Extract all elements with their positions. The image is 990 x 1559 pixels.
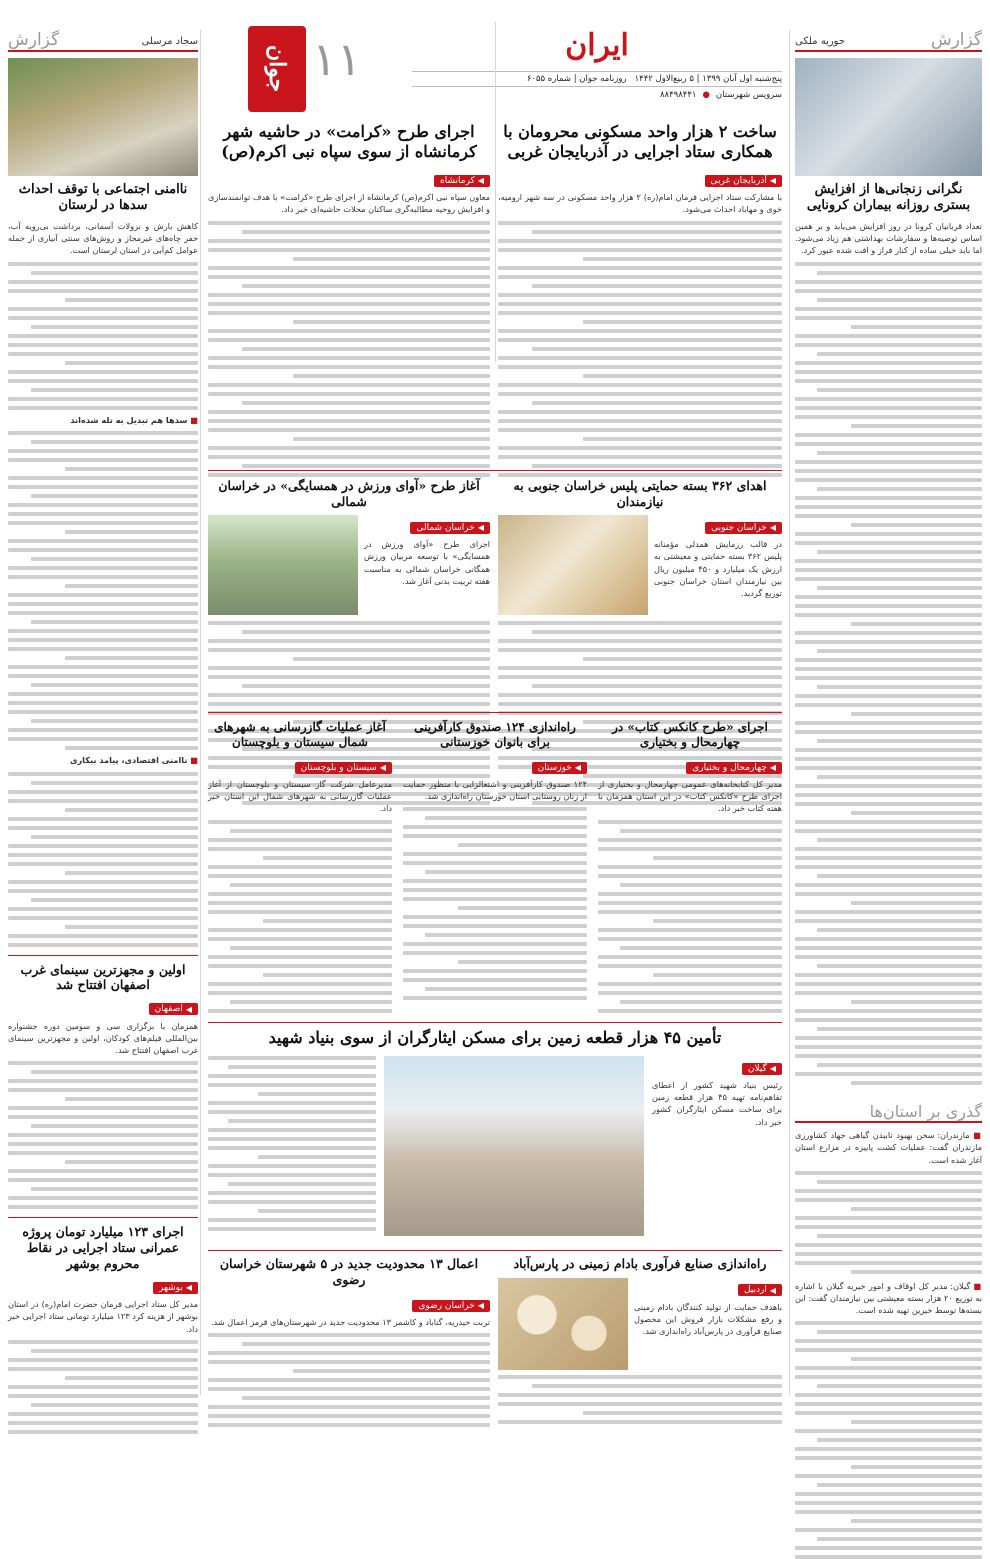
story-a-lead: با مشارکت ستاد اجرایی فرمان امام(ره) ۲ هزار واحد مسکونی در سه شهر ارومیه، خوی و مهاباد احداث می‌شود. bbox=[498, 192, 782, 215]
story-j-lead: تربت حیدریه، گناباد و کاشمر ۱۳ محدودیت جدید در شهرستان‌های قرمز اعمال شد. bbox=[210, 1317, 490, 1328]
story-b-tag-row bbox=[208, 168, 490, 187]
province-tag: ◀ سیستان و بلوچستان bbox=[295, 762, 392, 774]
brief-2-text: گیلان: مدیر کل اوقاف و امور خیریه گیلان با اشاره به توزیع ۲۰ هزار بسته معیشتی بین نیازمندان گفت: این بسته‌ها توسط خیرین تهیه شده است. bbox=[795, 1280, 982, 1316]
center-column bbox=[208, 22, 782, 1337]
left-lead-3: مدیر کل ستاد اجرایی فرمان حضرت امام(ره) در استان بوشهر از هزینه کرد ۱۲۳ میلیارد تومانی ستاد اجرایی خبر داد. bbox=[8, 1299, 199, 1334]
arrow-icon: ◀ bbox=[769, 1064, 776, 1073]
arrow-icon: ◀ bbox=[769, 1285, 776, 1295]
arrow-icon: ◀ bbox=[769, 763, 776, 772]
story-h-row bbox=[208, 1056, 782, 1236]
arrow-icon: ◀ bbox=[769, 176, 776, 185]
story-a bbox=[498, 122, 782, 477]
arrow-icon: ◀ bbox=[379, 763, 386, 772]
story-d-textcol bbox=[364, 515, 490, 615]
right-body-text bbox=[795, 262, 982, 1085]
province-tag: ◀ چهارمحال و بختیاری bbox=[686, 762, 782, 774]
story-d-lead: اجرای طرح «آوای ورزش در همسایگی» با توسعه مربیان ورزش همگانی خراسان شمالی به مناسبت هفته تربیت بدنی آغاز شد. bbox=[364, 539, 490, 586]
story-i-textcol bbox=[634, 1278, 782, 1370]
iran-logo: ایران bbox=[565, 28, 629, 63]
story-j-tag-row bbox=[208, 1293, 490, 1312]
right-headline: نگرانی زنجانی‌ها از افزایش بستری روزانه بیماران کرونایی bbox=[806, 182, 971, 214]
tag-row-bushehr bbox=[8, 1275, 198, 1294]
dry-river-photo bbox=[8, 58, 198, 176]
province-tag: ◀ کرمانشاه bbox=[434, 175, 490, 187]
province-tag: ◀ آذربایجان غربی bbox=[705, 175, 782, 187]
arrow-icon: ◀ bbox=[185, 1004, 192, 1014]
author-name: حوریه ملکی bbox=[795, 36, 846, 47]
story-f-body bbox=[403, 807, 587, 1000]
masthead bbox=[208, 22, 782, 118]
exercise-group-photo bbox=[208, 515, 358, 615]
province-tag: ◀ خراسان رضوی bbox=[412, 1300, 490, 1312]
left-body-4 bbox=[8, 1061, 198, 1209]
story-d-row bbox=[208, 515, 490, 615]
story-e-tag-row bbox=[598, 755, 782, 774]
service-line bbox=[412, 90, 782, 100]
arrow-icon: ◀ bbox=[574, 763, 581, 772]
story-e-lead: مدیر کل کتابخانه‌های عمومی چهارمحال و بختیاری از اجرای طرح «کانکس کتاب» در این استان همزمان با هفته کتاب خبر داد. bbox=[598, 779, 782, 814]
story-c-row bbox=[498, 515, 782, 615]
javan-logo-block bbox=[248, 26, 306, 112]
story-a-tag-row bbox=[498, 168, 782, 187]
left-body-2 bbox=[8, 431, 198, 750]
story-d-headline: آغاز طرح «آوای ورزش در همسایگی» در خراسان شمالی bbox=[218, 478, 480, 509]
story-i-body bbox=[498, 1375, 782, 1424]
arrow-icon: ◀ bbox=[769, 523, 776, 533]
story-b-body bbox=[208, 221, 490, 477]
brief-gilan: ■ گیلان: مدیر کل اوقاف و امور خیریه گیلان با اشاره به توزیع ۲۰ هزار بسته معیشتی بین نیازمندان گفت: این بسته‌ها توسط خیرین تهیه شده است. bbox=[795, 1280, 982, 1316]
divider bbox=[8, 955, 198, 956]
service-text: سرویس شهرستان bbox=[715, 90, 782, 100]
left-subhead-1: ■ سدها هم تبدیل به تله شده‌اند bbox=[70, 415, 198, 426]
story-c-textcol bbox=[654, 515, 782, 615]
province-tag: ◀ گیلان bbox=[742, 1063, 782, 1075]
story-h-textcol bbox=[652, 1056, 782, 1236]
tag-row-isfahan bbox=[8, 997, 198, 1016]
story-e bbox=[598, 720, 782, 1013]
story-f-tag-row bbox=[403, 755, 587, 774]
brief-mazandaran: ■ مازندران: سخن بهبود تابیدن گیاهی جهاد کشاورزی مازندران گفت: عملیات کشت پاییزه در مزارع استان آغاز شده است. bbox=[795, 1130, 982, 1165]
masthead-text bbox=[412, 28, 782, 100]
covid-ward-photo bbox=[795, 58, 982, 176]
brief-1-body bbox=[795, 1171, 982, 1274]
left-headline-1: ناامنی اجتماعی با توقف احداث سدها در لرستان bbox=[18, 182, 188, 214]
divider bbox=[208, 712, 782, 713]
masthead-dateline bbox=[412, 71, 782, 87]
column-divider bbox=[495, 22, 496, 362]
story-f-headline: راه‌اندازی ۱۲۴ صندوق کارآفرینی برای بانوان خوزستانی bbox=[414, 720, 576, 749]
story-b-headline: اجرای طرح «کرامت» در حاشیه شهر کرمانشاه از سوی سپاه نبی اکرم(ص) bbox=[221, 122, 477, 161]
left-headline-3: اجرای ۱۲۳ میلیارد تومان پروژه عمرانی ستاد اجرایی در نقاط محروم بوشهر bbox=[22, 1224, 184, 1271]
author-name: سجاد مرسلی bbox=[141, 36, 198, 47]
provinces-box-header bbox=[795, 1095, 982, 1123]
story-i-headline: راه‌اندازی صنایع فرآوری بادام زمینی در پارس‌آباد bbox=[513, 1256, 767, 1271]
story-i-row bbox=[498, 1278, 782, 1370]
story-e-body bbox=[598, 820, 782, 1013]
story-g-body bbox=[208, 820, 392, 1013]
arrow-icon: ◀ bbox=[477, 176, 484, 185]
column-divider bbox=[789, 30, 790, 1395]
aid-packages-photo bbox=[498, 515, 648, 615]
left-column bbox=[8, 22, 198, 1434]
story-g-headline: آغاز عملیات گازرسانی به شهرهای شمال سیستان و بلوچستان bbox=[214, 720, 386, 749]
issue-text: روزنامه جوان | شماره ۶۰۵۵ bbox=[526, 74, 627, 84]
story-h bbox=[208, 1028, 782, 1236]
story-h-body bbox=[208, 1056, 376, 1236]
story-j-body bbox=[208, 1333, 490, 1427]
left-section-header bbox=[8, 22, 198, 52]
province-tag: ◀ اردبیل bbox=[738, 1284, 782, 1296]
story-h-headline: تأمین ۴۵ هزار قطعه زمین برای مسکن ایثارگران از سوی بنیاد شهید bbox=[268, 1028, 722, 1047]
left-body-5 bbox=[8, 1340, 198, 1434]
right-lead: تعداد قربانیان کرونا در روز افزایش می‌یابد و بر همین اساس توصیه‌ها و سفارشات بهداشتی هم زیاد می‌شود. اما باید خیلی ساده از کنار فراز و افت شده عبور کرد. bbox=[795, 220, 982, 255]
story-c-headline: اهدای ۳۶۲ بسته حمایتی پلیس خراسان جنوبی به نیازمندان bbox=[513, 478, 767, 509]
story-g bbox=[208, 720, 392, 1013]
issue-number-large: ۱۱ bbox=[312, 32, 362, 86]
brief-2-body bbox=[795, 1321, 982, 1559]
story-j-headline: اعمال ۱۳ محدودیت جدید در ۵ شهرستان خراسان رضوی bbox=[219, 1256, 479, 1287]
story-b-lead: معاون سپاه نبی اکرم(ص) کرمانشاه از اجرای طرح «کرامت» با هدف توانمندسازی و افزایش روحیه مطالبه‌گری ساکنان محلات حاشیه‌ای خبر داد. bbox=[208, 192, 490, 215]
arrow-icon: ◀ bbox=[185, 1283, 192, 1293]
divider bbox=[208, 470, 782, 471]
brief-1-text: مازندران: سخن بهبود تابیدن گیاهی جهاد کشاورزی مازندران گفت: عملیات کشت پاییزه در مزارع استان آغاز شده است. bbox=[795, 1130, 982, 1165]
province-tag: ◀ خوزستان bbox=[532, 762, 587, 774]
province-tag: ◀ اصفهان bbox=[149, 1003, 198, 1015]
story-b bbox=[208, 122, 490, 477]
story-i bbox=[498, 1256, 782, 1424]
left-headline-2: اولین و مجهزترین سینمای غرب اصفهان افتتاح شد bbox=[20, 961, 186, 993]
left-lead-2: همزمان با برگزاری سی و سومین دوره جشنواره بین‌المللی فیلم‌های کودکان، اولین و مجهزترین سینمای غرب اصفهان افتتاح شد. bbox=[8, 1020, 198, 1056]
story-a-headline: ساخت ۲ هزار واحد مسکونی محرومان با همکاری ستاد اجرایی در آذربایجان غربی bbox=[503, 122, 777, 161]
divider bbox=[208, 1022, 782, 1023]
left-lead-1: کاهش بارش و نزولات آسمانی، برداشت بی‌رویه آب، حفر چاه‌های غیرمجاز و روش‌های سنتی آبیاری از جمله عوامل کم‌آبی در استان لرستان است. bbox=[8, 220, 198, 255]
section-label: گزارش bbox=[8, 30, 60, 50]
story-a-body bbox=[498, 221, 782, 477]
story-f-lead: ۱۲۴ صندوق کارآفرینی و اشتغالزایی با منظور حمایت از زنان روستایی استان خوزستان راه‌اندازی شد. bbox=[403, 779, 587, 802]
left-subhead-2: ■ ناامنی اقتصادی، پیامد بیکاری bbox=[69, 755, 198, 766]
province-tag: ◀ خراسان شمالی bbox=[410, 522, 490, 534]
left-body-1 bbox=[8, 262, 198, 410]
story-i-lead: باهدف حمایت از تولید کنندگان بادام زمینی و رفع مشکلات بازار فروش این محصول صنایع فرآوری در پارس‌آباد راه‌اندازی شد. bbox=[634, 1301, 782, 1337]
story-h-lead: رئیس بنیاد شهید کشور از اعطای تفاهم‌نامه تهیه ۴۵ هزار قطعه زمین برای ساخت مسکن ایثارگران کشور خبر داد. bbox=[652, 1080, 782, 1127]
divider bbox=[208, 1250, 782, 1251]
province-tag: ◀ خراسان جنوبی bbox=[705, 522, 782, 534]
housing-buildings-photo bbox=[384, 1056, 644, 1236]
divider bbox=[8, 1217, 198, 1218]
column-divider bbox=[200, 30, 201, 1395]
story-e-headline: اجرای «طرح کانکس کتاب» در چهارمحال و بختیاری bbox=[612, 720, 768, 749]
peanuts-photo bbox=[498, 1278, 628, 1370]
province-tag: ◀ بوشهر bbox=[153, 1282, 198, 1294]
phone-number: ۸۸۴۹۸۴۴۱ bbox=[659, 90, 697, 100]
section-label: گزارش bbox=[930, 30, 982, 50]
right-section-header bbox=[795, 22, 982, 52]
date-text: پنج‌شنبه اول آبان ۱۳۹۹ | ۵ ربیع‌الاول ۱۴۴۲ bbox=[634, 74, 782, 84]
story-g-tag-row bbox=[208, 755, 392, 774]
provinces-box-title: گذری بر استان‌ها bbox=[869, 1102, 982, 1122]
arrow-icon: ◀ bbox=[477, 523, 484, 533]
javan-logo: جوان bbox=[264, 45, 290, 93]
story-c-lead: در قالب رزمایش همدلی مؤمنانه پلیس ۳۶۲ بسته حمایتی و معیشتی به ارزش یک میلیارد و ۴۵۰ میلیون ریال بین نیازمندان استان خراسان جنوبی توزیع گردید. bbox=[654, 539, 782, 599]
story-f bbox=[403, 720, 587, 1000]
right-column bbox=[795, 22, 982, 1559]
story-g-lead: مدیرعامل شرکت گاز سیستان و بلوچستان از آغاز عملیات گازرسانی به شهرهای شمال این استان خبر داد. bbox=[208, 779, 392, 814]
arrow-icon: ◀ bbox=[477, 1301, 484, 1311]
location-icon: ● bbox=[702, 90, 710, 100]
left-body-3 bbox=[8, 772, 198, 947]
